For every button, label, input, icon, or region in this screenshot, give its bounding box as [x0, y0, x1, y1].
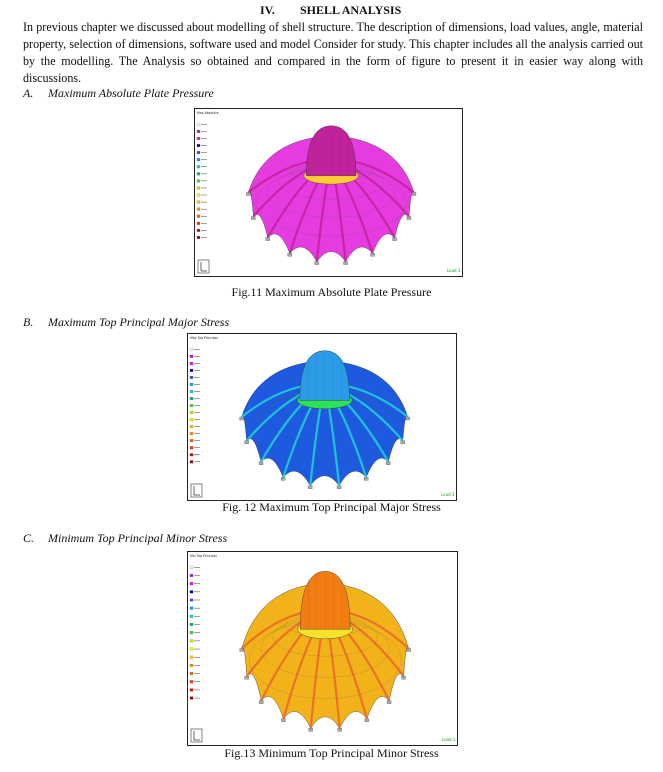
legend-title: Max Top Principal	[190, 336, 218, 340]
legend-swatch	[190, 631, 193, 634]
support-node	[407, 649, 411, 652]
color-legend	[190, 336, 218, 463]
legend-swatch	[190, 697, 193, 700]
support-node	[402, 676, 406, 679]
legend-swatch	[197, 180, 200, 183]
shell-structure	[246, 126, 416, 265]
legend-swatch	[190, 390, 193, 393]
subsection-letter: B.	[23, 315, 34, 329]
legend-swatch	[190, 689, 193, 692]
load-label: Load 1	[442, 737, 456, 742]
load-label: Load 1	[441, 492, 455, 497]
support-node	[365, 719, 369, 722]
legend-swatch	[190, 623, 193, 626]
legend-title: Max Absolute	[197, 111, 219, 115]
support-node	[281, 719, 285, 722]
subsection-heading-b	[23, 315, 229, 330]
axis-triad-icon	[198, 260, 209, 273]
support-node	[240, 649, 244, 652]
support-node	[371, 253, 375, 256]
shell-contour-plot	[188, 334, 456, 500]
legend-swatch	[197, 229, 200, 232]
intro-paragraph: In previous chapter we discussed about modelling of shell structure. The description of dimensions, load values, angle, material property, selection of dimensions, software used and model Consider for study. This chapter includes all the analysis carried out by the modelling. The Analysis so obtained and compared in the form of figure to present it in easier way along with discussions.	[23, 20, 643, 85]
legend-swatch	[197, 215, 200, 218]
legend-swatch	[190, 439, 193, 442]
legend-swatch	[190, 680, 193, 683]
support-node	[259, 462, 263, 465]
legend-swatch	[190, 369, 193, 372]
axis-triad-icon	[191, 484, 202, 497]
figure-minor-stress	[187, 551, 458, 746]
support-node	[315, 262, 319, 265]
legend-swatch	[190, 411, 193, 414]
support-node	[308, 486, 312, 489]
subsection-letter: A.	[23, 86, 34, 100]
legend-swatch	[197, 144, 200, 147]
figure-caption: Fig.13 Minimum Top Principal Minor Stress	[224, 746, 439, 760]
legend-swatch	[197, 194, 200, 197]
shell-contour-plot	[195, 109, 462, 276]
subsection-letter: C.	[23, 531, 35, 545]
color-legend	[197, 111, 219, 239]
support-node	[266, 238, 270, 241]
support-node	[281, 477, 285, 480]
legend-swatch	[190, 615, 193, 618]
legend-swatch	[197, 236, 200, 239]
support-node	[344, 262, 348, 265]
support-node	[246, 193, 250, 196]
support-node	[309, 728, 313, 731]
support-node	[387, 701, 391, 704]
support-node	[259, 701, 263, 704]
legend-swatch	[197, 173, 200, 176]
support-node	[337, 486, 341, 489]
subsection-title: Maximum Absolute Plate Pressure	[48, 86, 214, 100]
shell-structure	[240, 351, 410, 489]
support-node	[240, 417, 244, 420]
support-node	[245, 441, 249, 444]
support-node	[386, 462, 390, 465]
support-node	[412, 193, 416, 196]
legend-swatch	[190, 418, 193, 421]
legend-swatch	[190, 566, 193, 569]
legend-swatch	[190, 582, 193, 585]
legend-swatch	[190, 672, 193, 675]
axis-triad-icon	[191, 729, 202, 742]
support-node	[364, 477, 368, 480]
subsection-heading-c	[23, 531, 227, 546]
legend-swatch	[190, 648, 193, 651]
figure-caption: Fig.11 Maximum Absolute Plate Pressure	[231, 285, 432, 299]
legend-swatch	[190, 432, 193, 435]
legend-swatch	[190, 640, 193, 643]
subsection-title: Minimum Top Principal Minor Stress	[48, 531, 228, 545]
shell-structure	[240, 571, 411, 731]
support-node	[288, 253, 292, 256]
subsection-heading-a	[23, 86, 214, 101]
support-node	[401, 441, 405, 444]
support-node	[407, 216, 411, 219]
figure-plate-pressure	[194, 108, 463, 277]
legend-swatch	[190, 607, 193, 610]
legend-swatch	[197, 151, 200, 154]
legend-swatch	[190, 397, 193, 400]
legend-swatch	[197, 123, 200, 126]
legend-title: Min Top Principal	[190, 554, 217, 558]
legend-swatch	[190, 425, 193, 428]
load-label: Load 1	[447, 268, 461, 273]
support-node	[245, 676, 249, 679]
support-node	[251, 216, 255, 219]
legend-swatch	[190, 404, 193, 407]
legend-swatch	[190, 362, 193, 365]
legend-swatch	[197, 222, 200, 225]
legend-swatch	[190, 376, 193, 379]
figure-major-stress	[187, 333, 457, 501]
section-title: SHELL ANALYSIS	[300, 3, 402, 17]
legend-swatch	[190, 656, 193, 659]
legend-swatch	[197, 187, 200, 190]
figure-caption: Fig. 12 Maximum Top Principal Major Stress	[222, 500, 441, 514]
legend-swatch	[190, 664, 193, 667]
support-node	[393, 238, 397, 241]
legend-swatch	[197, 158, 200, 161]
support-node	[406, 417, 410, 420]
legend-swatch	[197, 137, 200, 140]
legend-swatch	[197, 130, 200, 133]
legend-swatch	[190, 574, 193, 577]
legend-swatch	[190, 460, 193, 463]
legend-swatch	[197, 201, 200, 204]
legend-swatch	[197, 165, 200, 168]
legend-swatch	[190, 599, 193, 602]
legend-swatch	[190, 591, 193, 594]
legend-swatch	[190, 355, 193, 358]
color-legend	[190, 554, 217, 699]
shell-contour-plot	[188, 552, 457, 745]
legend-swatch	[190, 453, 193, 456]
legend-swatch	[190, 348, 193, 351]
legend-swatch	[197, 208, 200, 211]
support-node	[338, 728, 342, 731]
legend-swatch	[190, 446, 193, 449]
legend-swatch	[190, 383, 193, 386]
section-number: IV.	[260, 3, 275, 17]
subsection-title: Maximum Top Principal Major Stress	[48, 315, 230, 329]
